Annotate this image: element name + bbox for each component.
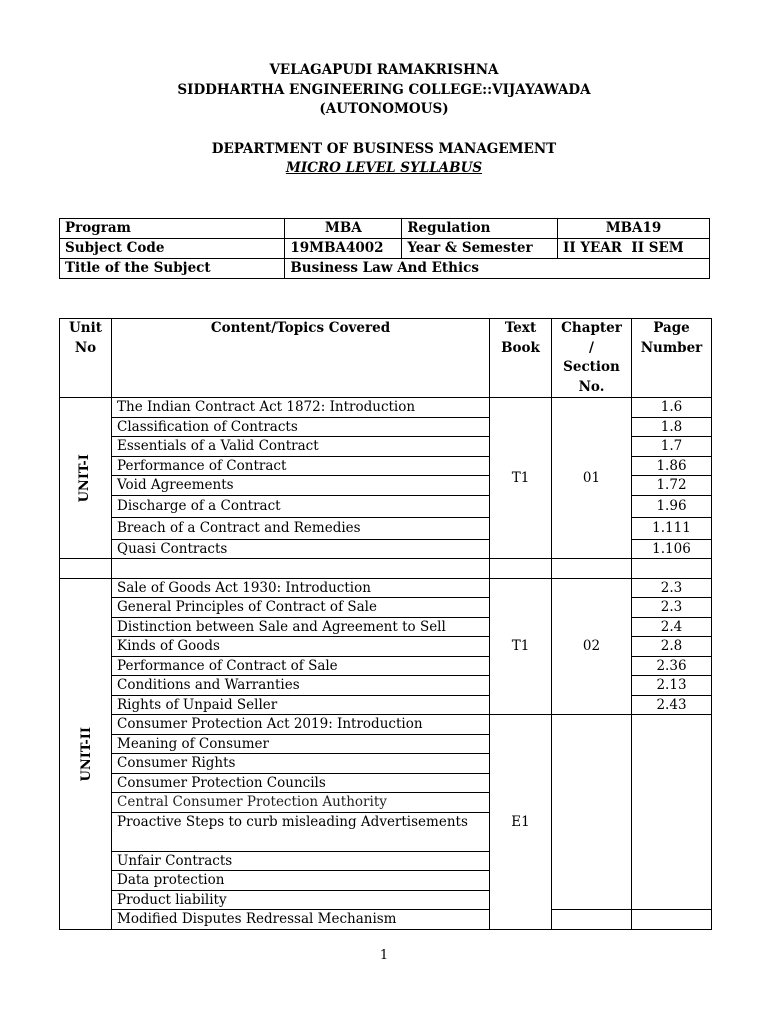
topic-cell: Data protection (112, 871, 490, 891)
college-name-line2: SIDDHARTHA ENGINEERING COLLEGE::VIJAYAWADA (177, 82, 591, 98)
table-row (60, 398, 712, 418)
unit-1-label: UNIT-I (60, 398, 112, 559)
college-status: (AUTONOMOUS) (319, 101, 449, 117)
syllabus-title: MICRO LEVEL SYLLABUS (285, 160, 483, 176)
subject-info-table (59, 218, 710, 279)
topic-cell: Breach of a Contract and Remedies (112, 517, 490, 539)
program-label: Program (60, 219, 285, 239)
page-cell: 2.4 (632, 617, 712, 637)
topic-cell: Kinds of Goods (112, 637, 490, 657)
header-unit-no: Unit No (60, 319, 112, 398)
page-cell: 1.111 (632, 517, 712, 539)
topic-cell: Void Agreements (112, 476, 490, 496)
topic-cell: Essentials of a Valid Contract (112, 437, 490, 457)
regulation-label: Regulation (402, 219, 558, 239)
topic-cell: Classification of Contracts (112, 417, 490, 437)
topic-cell: Quasi Contracts (112, 539, 490, 559)
empty-cell (632, 910, 712, 930)
topic-cell: Performance of Contract of Sale (112, 656, 490, 676)
topic-cell: Performance of Contract (112, 456, 490, 476)
page-cell: 2.3 (632, 598, 712, 618)
page-cell: 1.7 (632, 437, 712, 457)
topic-cell: Rights of Unpaid Seller (112, 695, 490, 715)
topic-cell: Consumer Protection Act 2019: Introduction (112, 715, 490, 735)
department-title: DEPARTMENT OF BUSINESS MANAGEMENT (211, 141, 557, 157)
unit-2-text-book-2: E1 (490, 715, 552, 930)
unit-2-page-2 (632, 715, 712, 910)
page-cell: 1.8 (632, 417, 712, 437)
topic-cell: Conditions and Warranties (112, 676, 490, 696)
title-label: Title of the Subject (60, 259, 285, 279)
unit-2-chapter-2 (552, 715, 632, 910)
table-row (60, 715, 712, 735)
year-sem-value: II YEAR II SEM (558, 239, 710, 259)
subject-code-label: Subject Code (60, 239, 285, 259)
page-cell: 2.13 (632, 676, 712, 696)
subject-code-value: 19MBA4002 (285, 239, 402, 259)
topic-cell: Proactive Steps to curb misleading Advertisements (112, 812, 490, 851)
page-cell: 2.36 (632, 656, 712, 676)
page-cell: 2.8 (632, 637, 712, 657)
page-cell: 1.96 (632, 495, 712, 517)
topic-cell: Distinction between Sale and Agreement to Sell (112, 617, 490, 637)
table-row (60, 910, 712, 930)
regulation-value: MBA19 (558, 219, 710, 239)
syllabus-table (59, 318, 712, 930)
page-cell: 1.86 (632, 456, 712, 476)
page-cell: 2.43 (632, 695, 712, 715)
topic-cell: Discharge of a Contract (112, 495, 490, 517)
empty-cell (552, 910, 632, 930)
topic-cell: Unfair Contracts (112, 851, 490, 871)
page-cell: 1.6 (632, 398, 712, 418)
header-chapter: Chapter / Section No. (552, 319, 632, 398)
college-name-line1: VELAGAPUDI RAMAKRISHNA (269, 62, 499, 78)
header-page: Page Number (632, 319, 712, 398)
header-text-book: Text Book (490, 319, 552, 398)
page-cell: 2.3 (632, 578, 712, 598)
table-header-row (60, 319, 712, 398)
unit-2-chapter-1: 02 (552, 578, 632, 715)
unit-2-label: UNIT-II (60, 578, 112, 929)
header-content: Content/Topics Covered (112, 319, 490, 398)
year-sem-label: Year & Semester (402, 239, 558, 259)
unit-2-text-book-1: T1 (490, 578, 552, 715)
spacer-row (60, 559, 712, 579)
table-row (60, 578, 712, 598)
topic-cell: Sale of Goods Act 1930: Introduction (112, 578, 490, 598)
topic-cell: Central Consumer Protection Authority (112, 793, 490, 813)
program-value: MBA (285, 219, 402, 239)
title-value: Business Law And Ethics (285, 259, 710, 279)
topic-cell: Modified Disputes Redressal Mechanism (112, 910, 490, 930)
unit-1-chapter: 01 (552, 398, 632, 559)
topic-cell: Consumer Rights (112, 754, 490, 774)
topic-cell: Consumer Protection Councils (112, 773, 490, 793)
topic-cell: General Principles of Contract of Sale (112, 598, 490, 618)
unit-1-text-book: T1 (490, 398, 552, 559)
topic-cell: Meaning of Consumer (112, 734, 490, 754)
topic-cell: The Indian Contract Act 1872: Introduction (112, 398, 490, 418)
topic-cell: Product liability (112, 890, 490, 910)
page-cell: 1.72 (632, 476, 712, 496)
page-cell: 1.106 (632, 539, 712, 559)
page-number: 1 (379, 948, 389, 963)
